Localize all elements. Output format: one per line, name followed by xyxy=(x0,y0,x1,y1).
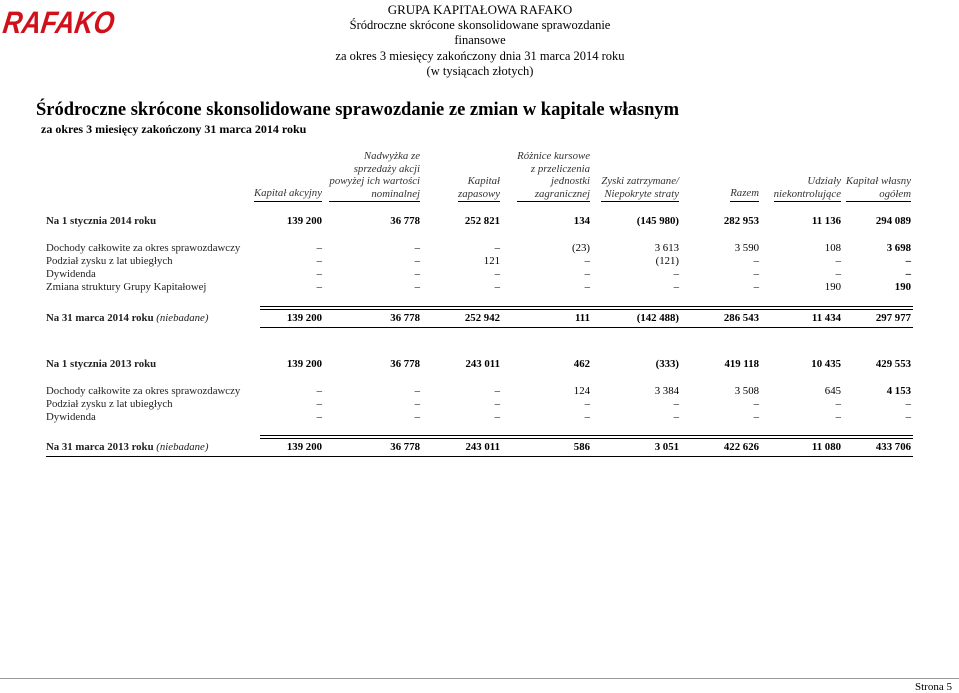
cell-reserve-capital: 121 xyxy=(483,255,500,267)
cell-share-premium: – xyxy=(414,411,420,423)
cell-non-controlling: – xyxy=(835,268,841,280)
cell-total: 422 626 xyxy=(723,441,759,453)
cell-fx-differences: – xyxy=(584,268,590,280)
cell-retained-earnings: – xyxy=(673,268,679,280)
cell-reserve-capital: 243 011 xyxy=(465,441,500,453)
col-header-reserve-capital: Kapitał zapasowy xyxy=(458,175,500,202)
cell-non-controlling: 11 136 xyxy=(811,215,841,227)
row-label: Na 1 stycznia 2014 roku xyxy=(46,215,157,227)
cell-reserve-capital: – xyxy=(494,385,500,397)
header-units: (w tysiącach złotych) xyxy=(426,64,534,78)
row-label: Na 31 marca 2013 roku (niebadane) xyxy=(46,441,209,453)
cell-total: 286 543 xyxy=(723,312,759,324)
cell-total: – xyxy=(753,281,759,293)
cell-share-capital: 139 200 xyxy=(286,312,322,324)
unaudited-note: (niebadane) xyxy=(156,312,209,324)
cell-total-equity: – xyxy=(905,255,911,267)
cell-total-equity: – xyxy=(905,411,911,423)
cell-total-equity: 4 153 xyxy=(886,385,911,397)
table-row-dividend-2014 xyxy=(0,268,959,282)
cell-retained-earnings: – xyxy=(673,398,679,410)
cell-fx-differences: (23) xyxy=(572,242,590,254)
cell-share-capital: – xyxy=(316,398,322,410)
row-label: Dochody całkowite za okres sprawozdawczy xyxy=(46,385,241,397)
cell-total-equity: – xyxy=(905,268,911,280)
cell-non-controlling: 10 435 xyxy=(811,358,841,370)
table-row-profit-distribution-2013 xyxy=(0,398,959,412)
cell-non-controlling: 11 080 xyxy=(811,441,841,453)
cell-retained-earnings: 3 384 xyxy=(654,385,679,397)
cell-fx-differences: 586 xyxy=(573,441,590,453)
cell-total: 282 953 xyxy=(723,215,759,227)
col-header-total-equity: Kapitał własny ogółem xyxy=(846,175,911,202)
cell-retained-earnings: (142 488) xyxy=(636,312,679,324)
cell-share-premium: 36 778 xyxy=(390,358,420,370)
cell-total: – xyxy=(753,398,759,410)
cell-share-premium: 36 778 xyxy=(390,441,420,453)
table-row-comprehensive-income-2014 xyxy=(0,242,959,256)
cell-retained-earnings: (145 980) xyxy=(636,215,679,227)
total-rule-2014 xyxy=(260,306,913,307)
row-label: Na 1 stycznia 2013 roku xyxy=(46,358,157,370)
cell-total-equity: 429 553 xyxy=(875,358,911,370)
cell-fx-differences: 111 xyxy=(574,312,590,324)
cell-share-premium: – xyxy=(414,398,420,410)
header-report-name: Śródroczne skrócone skonsolidowane sprawozdanie finansowe xyxy=(349,17,611,47)
cell-share-capital: – xyxy=(316,255,322,267)
cell-retained-earnings: (333) xyxy=(655,358,679,370)
cell-total-equity: 3 698 xyxy=(886,242,911,254)
cell-total: – xyxy=(753,268,759,280)
cell-total: – xyxy=(753,255,759,267)
cell-fx-differences: 124 xyxy=(573,385,590,397)
cell-total: 3 508 xyxy=(734,385,759,397)
cell-reserve-capital: – xyxy=(494,411,500,423)
cell-non-controlling: 190 xyxy=(824,281,841,293)
table-row-dividend-2013 xyxy=(0,411,959,425)
cell-non-controlling: 645 xyxy=(824,385,841,397)
cell-fx-differences: – xyxy=(584,255,590,267)
logo-text: RAFAKO xyxy=(0,5,137,40)
row-label: Na 31 marca 2014 roku (niebadane) xyxy=(46,312,209,324)
cell-total-equity: 433 706 xyxy=(875,441,911,453)
cell-total-equity: – xyxy=(905,398,911,410)
cell-share-premium: – xyxy=(414,385,420,397)
col-header-retained-earnings: Zyski zatrzymane/ Niepokryte straty xyxy=(601,175,679,202)
cell-reserve-capital: 252 942 xyxy=(464,312,500,324)
page-number: Strona 5 xyxy=(915,681,952,693)
cell-non-controlling: – xyxy=(835,255,841,267)
cell-reserve-capital: – xyxy=(494,398,500,410)
cell-non-controlling: – xyxy=(835,411,841,423)
cell-share-capital: – xyxy=(316,268,322,280)
cell-reserve-capital: 243 011 xyxy=(465,358,500,370)
cell-fx-differences: 134 xyxy=(573,215,590,227)
cell-total-equity: 190 xyxy=(894,281,911,293)
cell-share-premium: 36 778 xyxy=(390,215,420,227)
cell-share-capital: – xyxy=(316,385,322,397)
cell-reserve-capital: – xyxy=(494,242,500,254)
col-header-share-premium: Nadwyżka ze sprzedaży akcji powyżej ich wartości nominalnej xyxy=(329,150,420,202)
cell-share-capital: – xyxy=(316,281,322,293)
cell-share-capital: 139 200 xyxy=(286,358,322,370)
cell-total-equity: 294 089 xyxy=(875,215,911,227)
cell-share-premium: – xyxy=(414,281,420,293)
row-label: Dochody całkowite za okres sprawozdawczy xyxy=(46,242,241,254)
cell-total-equity: 297 977 xyxy=(875,312,911,324)
row-label: Dywidenda xyxy=(46,411,96,423)
cell-retained-earnings: (121) xyxy=(655,255,679,267)
cell-fx-differences: – xyxy=(584,411,590,423)
total-rule-2014-second xyxy=(260,309,913,310)
col-header-total: Razem xyxy=(730,187,759,202)
cell-fx-differences: – xyxy=(584,398,590,410)
cell-retained-earnings: 3 613 xyxy=(654,242,679,254)
row-label: Podział zysku z lat ubiegłych xyxy=(46,398,173,410)
cell-fx-differences: – xyxy=(584,281,590,293)
cell-retained-earnings: – xyxy=(673,281,679,293)
table-row-closing-2014 xyxy=(0,312,959,326)
cell-retained-earnings: – xyxy=(673,411,679,423)
table-row-comprehensive-income-2013 xyxy=(0,385,959,399)
table-row-opening-2013 xyxy=(0,358,959,372)
header-period: za okres 3 miesięcy zakończony dnia 31 marca 2014 roku xyxy=(335,48,625,63)
cell-total: 3 590 xyxy=(734,242,759,254)
cell-retained-earnings: 3 051 xyxy=(654,441,679,453)
header-group-name: GRUPA KAPITAŁOWA RAFAKO xyxy=(387,2,573,17)
statement-title: Śródroczne skrócone skonsolidowane sprawozdanie ze zmian w kapitale własnym xyxy=(36,100,680,120)
cell-non-controlling: 11 434 xyxy=(811,312,841,324)
cell-reserve-capital: – xyxy=(494,281,500,293)
cell-total: 419 118 xyxy=(724,358,759,370)
row-label: Zmiana struktury Grupy Kapitałowej xyxy=(46,281,207,293)
table-row-group-structure-change-2014 xyxy=(0,281,959,295)
document-header xyxy=(330,2,630,80)
unaudited-note: (niebadane) xyxy=(156,441,209,453)
cell-non-controlling: – xyxy=(835,398,841,410)
cell-share-capital: 139 200 xyxy=(286,441,322,453)
row-label: Dywidenda xyxy=(46,268,96,280)
footer-divider xyxy=(0,678,959,679)
total-rule-2013-second xyxy=(260,438,913,439)
table-row-profit-distribution-2014 xyxy=(0,255,959,269)
total-rule-2013 xyxy=(260,435,913,436)
cell-share-capital: – xyxy=(316,411,322,423)
col-header-fx-differences: Różnice kursowe z przeliczenia jednostki zagranicznej xyxy=(517,150,590,202)
cell-reserve-capital: – xyxy=(494,268,500,280)
cell-non-controlling: 108 xyxy=(824,242,841,254)
statement-subtitle: za okres 3 miesięcy zakończony 31 marca 2014 roku xyxy=(41,122,307,136)
cell-total: – xyxy=(753,411,759,423)
closing-underline-2014 xyxy=(260,327,913,328)
cell-share-premium: 36 778 xyxy=(390,312,420,324)
cell-share-capital: – xyxy=(316,242,322,254)
col-header-non-controlling: Udziały niekontrolujące xyxy=(774,175,841,202)
rafako-logo xyxy=(0,4,137,40)
cell-share-premium: – xyxy=(414,255,420,267)
cell-fx-differences: 462 xyxy=(573,358,590,370)
table-row-opening-2014 xyxy=(0,215,959,229)
table-row-closing-2013 xyxy=(0,441,959,455)
closing-underline-2013 xyxy=(46,456,913,457)
row-label: Podział zysku z lat ubiegłych xyxy=(46,255,173,267)
cell-reserve-capital: 252 821 xyxy=(464,215,500,227)
col-header-share-capital: Kapitał akcyjny xyxy=(254,187,322,202)
cell-share-capital: 139 200 xyxy=(286,215,322,227)
cell-share-premium: – xyxy=(414,268,420,280)
cell-share-premium: – xyxy=(414,242,420,254)
